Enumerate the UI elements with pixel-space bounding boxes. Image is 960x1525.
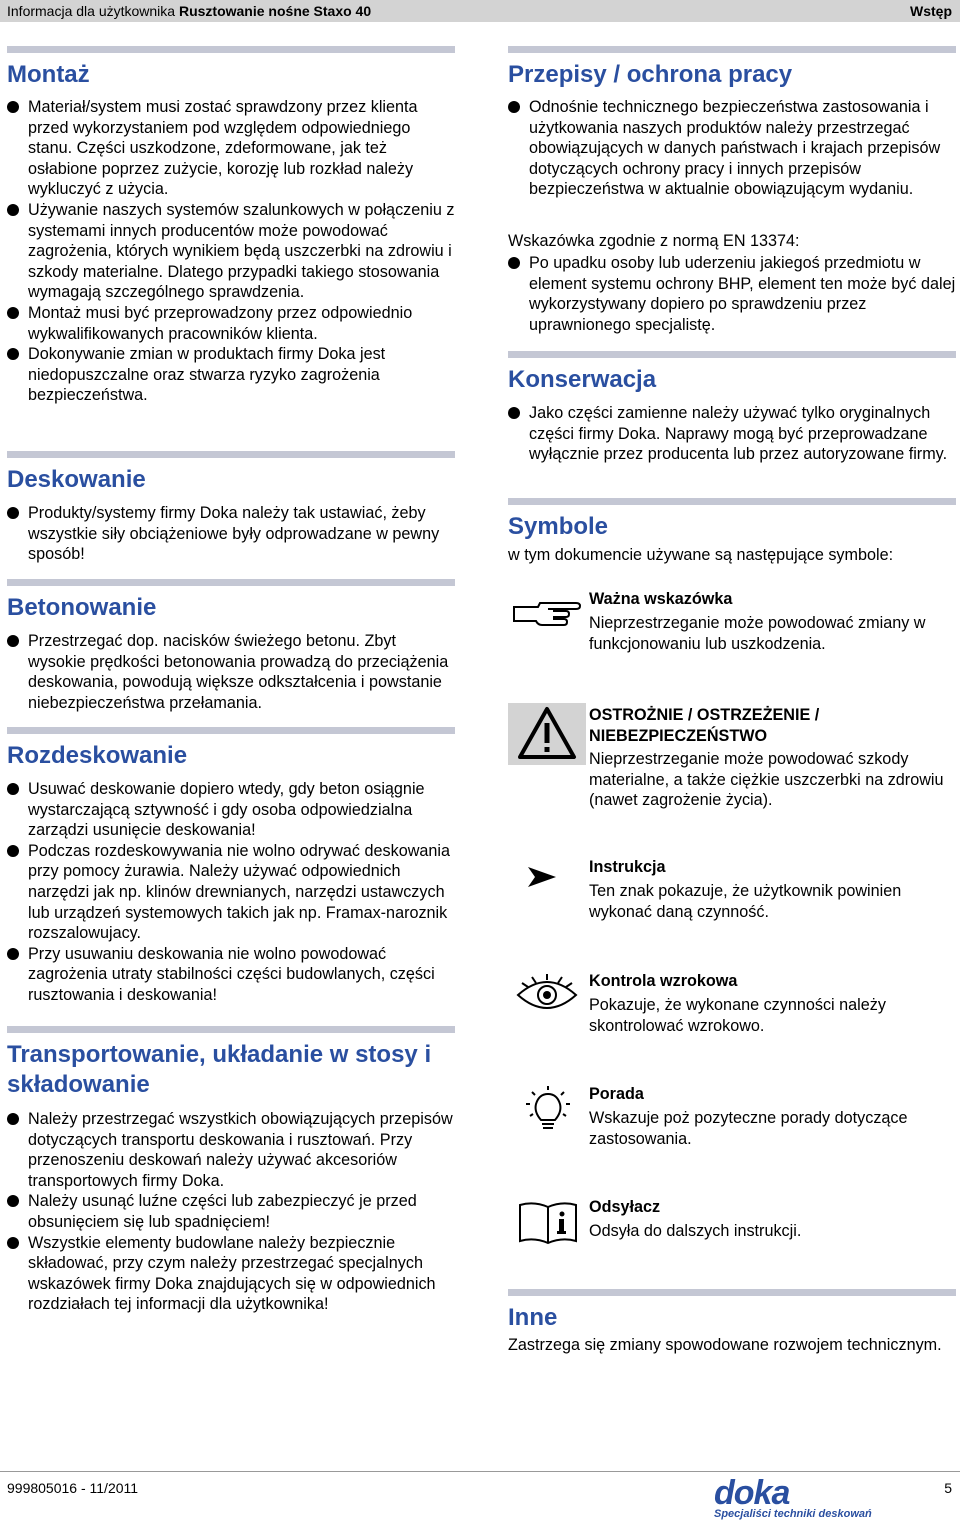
list-item: Używanie naszych systemów szalunkowych w połączeniu z systemami innych producentów może powodować zagrożenia, których wynikiem będą uszczerbki na zdrowiu i szkody materialne. Dlatego przypadki takiego stosowania wymagają szczególnego sprawdzenia.	[7, 200, 455, 303]
symbol-title: OSTROŻNIE / OSTRZEŻENIE / NIEBEZPIECZEŃSTWO	[589, 706, 820, 745]
eye-icon	[508, 971, 586, 1031]
section-deskowanie	[7, 451, 455, 495]
transport-list	[7, 1109, 455, 1315]
symbol-title: Kontrola wzrokowa	[589, 972, 738, 990]
section-transport	[7, 1026, 455, 1100]
symbol-title: Odsyłacz	[589, 1198, 661, 1216]
section-rule	[7, 727, 455, 734]
list-item: Montaż musi być przeprowadzony przez odpowiednio wykwalifikowanych pracowników klienta.	[7, 303, 455, 344]
list-item: Produkty/systemy firmy Doka należy tak ustawiać, żeby wszystkie siły obciążeniowe były odprowadzane w pewny sposób!	[7, 503, 455, 565]
symbol-title: Instrukcja	[589, 858, 666, 876]
list-item: Materiał/system musi zostać sprawdzony przez klienta przed wykorzystaniem pod względem odpowiedniego stanu. Części uszkodzone, zdeformowane, jak też osłabione poprzez zużycie, korozję lub rozkład należy wykluczyć z użycia.	[7, 97, 455, 200]
symbol-title: Ważna wskazówka	[589, 590, 733, 608]
doka-logo	[714, 1474, 872, 1524]
list-item: Należy przestrzegać wszystkich obowiązujących przepisów dotyczących transportu deskowania i rusztowań. Przy przenoszeniu deskowań należy używać akcesoriów transportowych firmy Doka.	[7, 1109, 455, 1191]
section-konserwacja	[508, 351, 956, 395]
symbol-text: Odsyła do dalszych instrukcji.	[589, 1222, 802, 1240]
section-title: Inne	[508, 1304, 558, 1331]
section-rule	[508, 1289, 956, 1296]
section-rule	[7, 451, 455, 458]
section-rule	[7, 1026, 455, 1033]
symbol-visual-check	[508, 971, 956, 1081]
list-item: Wszystkie elementy budowlane należy bezpiecznie składować, przy czym należy przestrzegać specjalnych wskazówek firmy Doka znajdujących się w odpowiednich rozdziałach tej informacji dla użytkownika!	[7, 1233, 455, 1315]
konserwacja-list	[508, 403, 956, 465]
header-prefix: Informacja dla użytkownika	[7, 3, 176, 19]
page-header	[0, 0, 960, 22]
warning-triangle-icon	[508, 703, 586, 765]
symbol-text: Nieprzestrzeganie może powodować szkody materialne, a także ciężkie uszczerbki na zdrowiu (nawet zagrożenie życia).	[589, 750, 944, 810]
symbol-text: Wskazuje poż pozyteczne porady dotyczące zastosowania.	[589, 1109, 908, 1148]
list-item: Dokonywanie zmian w produktach firmy Doka jest niedopuszczalne oraz stwarza ryzyko zagrożenia bezpieczeństwa.	[7, 344, 455, 406]
logo-tagline: Specjaliści techniki deskowań	[714, 1508, 872, 1520]
section-rule	[7, 579, 455, 586]
symbol-text: Pokazuje, że wykonane czynności należy skontrolować wzrokowo.	[589, 996, 886, 1035]
arrowhead-icon	[508, 857, 586, 917]
logo-wordmark: doka	[714, 1474, 790, 1512]
list-item: Jako części zamienne należy używać tylko oryginalnych części firmy Doka. Naprawy mogą być przeprowadzane wyłącznie przez producenta lub przez autoryzowane firmy.	[508, 403, 956, 465]
header-product: Rusztowanie nośne Staxo 40	[178, 3, 372, 19]
book-info-icon	[508, 1197, 586, 1257]
section-rule	[508, 351, 956, 358]
section-title: Montaż	[7, 61, 90, 88]
section-montaz	[7, 46, 455, 90]
przepisy-note: Wskazówka zgodnie z normą EN 13374:	[508, 232, 800, 250]
symbol-tip	[508, 1084, 956, 1194]
symbol-text: Ten znak pokazuje, że użytkownik powinien wykonać daną czynność.	[589, 882, 902, 921]
betonowanie-list	[7, 631, 455, 713]
przepisy-list-2	[508, 253, 956, 335]
list-item: Podczas rozdeskowywania nie wolno odrywać deskowania przy pomocy żurawia. Należy używać odpowiednich narzędzi jak np. klinów drewnianych, narzędzi ustawczych lub urządzeń systemowych takich jak np. Framax-naroznik rozszalowujacy.	[7, 841, 455, 944]
section-rule	[508, 46, 956, 53]
list-item: Przy usuwaniu deskowania nie wolno powodować zagrożenia utraty stabilności części budowlanych, części rusztowania i deskowania!	[7, 944, 455, 1006]
section-title: Deskowanie	[7, 466, 146, 493]
symbol-title: Porada	[589, 1085, 644, 1103]
pointing-hand-icon	[508, 589, 586, 649]
footer-doc-number: 999805016 - 11/2011	[7, 1480, 139, 1496]
symbol-instruction	[508, 857, 956, 967]
lightbulb-icon	[508, 1084, 586, 1144]
section-przepisy	[508, 46, 956, 90]
inne-text: Zastrzega się zmiany spowodowane rozwojem technicznym.	[508, 1336, 942, 1354]
section-title: Symbole	[508, 513, 609, 540]
page-number: 5	[944, 1480, 952, 1496]
section-symbole	[508, 498, 956, 542]
section-rozdeskowanie	[7, 727, 455, 771]
list-item: Po upadku osoby lub uderzeniu jakiegoś przedmiotu w element systemu ochrony BHP, element ten może być dalej wykorzystywany dopiero po sprawdzeniu przez uprawnionego specjalistę.	[508, 253, 956, 335]
header-section: Wstęp	[910, 3, 952, 19]
list-item: Usuwać deskowanie dopiero wtedy, gdy beton osiągnie wystarczającą sztywność i gdy osoba odpowiedzialna zarządzi usunięcie deskowania!	[7, 779, 455, 841]
section-title: Konserwacja	[508, 366, 657, 393]
section-betonowanie	[7, 579, 455, 623]
symbol-text: Nieprzestrzeganie może powodować zmiany w funkcjonowaniu lub uszkodzenia.	[589, 614, 926, 653]
symbole-intro: w tym dokumencie używane są następujące symbole:	[508, 546, 894, 564]
footer-rule	[0, 1471, 960, 1472]
symbol-warning	[508, 703, 956, 813]
przepisy-list	[508, 97, 956, 200]
symbol-important-note	[508, 589, 956, 699]
list-item: Należy usunąć luźne części lub zabezpieczyć je przed obsunięciem się lub spadnięciem!	[7, 1191, 455, 1232]
section-title: Betonowanie	[7, 594, 157, 621]
rozdeskowanie-list	[7, 779, 455, 1006]
deskowanie-list	[7, 503, 455, 565]
section-rule	[508, 498, 956, 505]
montaz-list	[7, 97, 455, 406]
section-title: Transportowanie, układanie w stosy i składowanie	[7, 1041, 432, 1098]
list-item: Odnośnie technicznego bezpieczeństwa zastosowania i użytkowania naszych produktów należy przestrzegać obowiązujących w danych państwach i krajach przepisów dotyczących ochrony pracy i innych przepisów bezpieczeństwa w aktualnie obowiązującym wydaniu.	[508, 97, 956, 200]
header-left	[7, 0, 371, 22]
section-title: Rozdeskowanie	[7, 742, 188, 769]
section-inne	[508, 1289, 956, 1333]
list-item: Przestrzegać dop. nacisków świeżego betonu. Zbyt wysokie prędkości betonowania prowadzą do przeciążenia deskowania, powodują większe odkształcenia i powstanie niebezpieczeństwa przełamania.	[7, 631, 455, 713]
section-rule	[7, 46, 455, 53]
section-title: Przepisy / ochrona pracy	[508, 61, 793, 88]
